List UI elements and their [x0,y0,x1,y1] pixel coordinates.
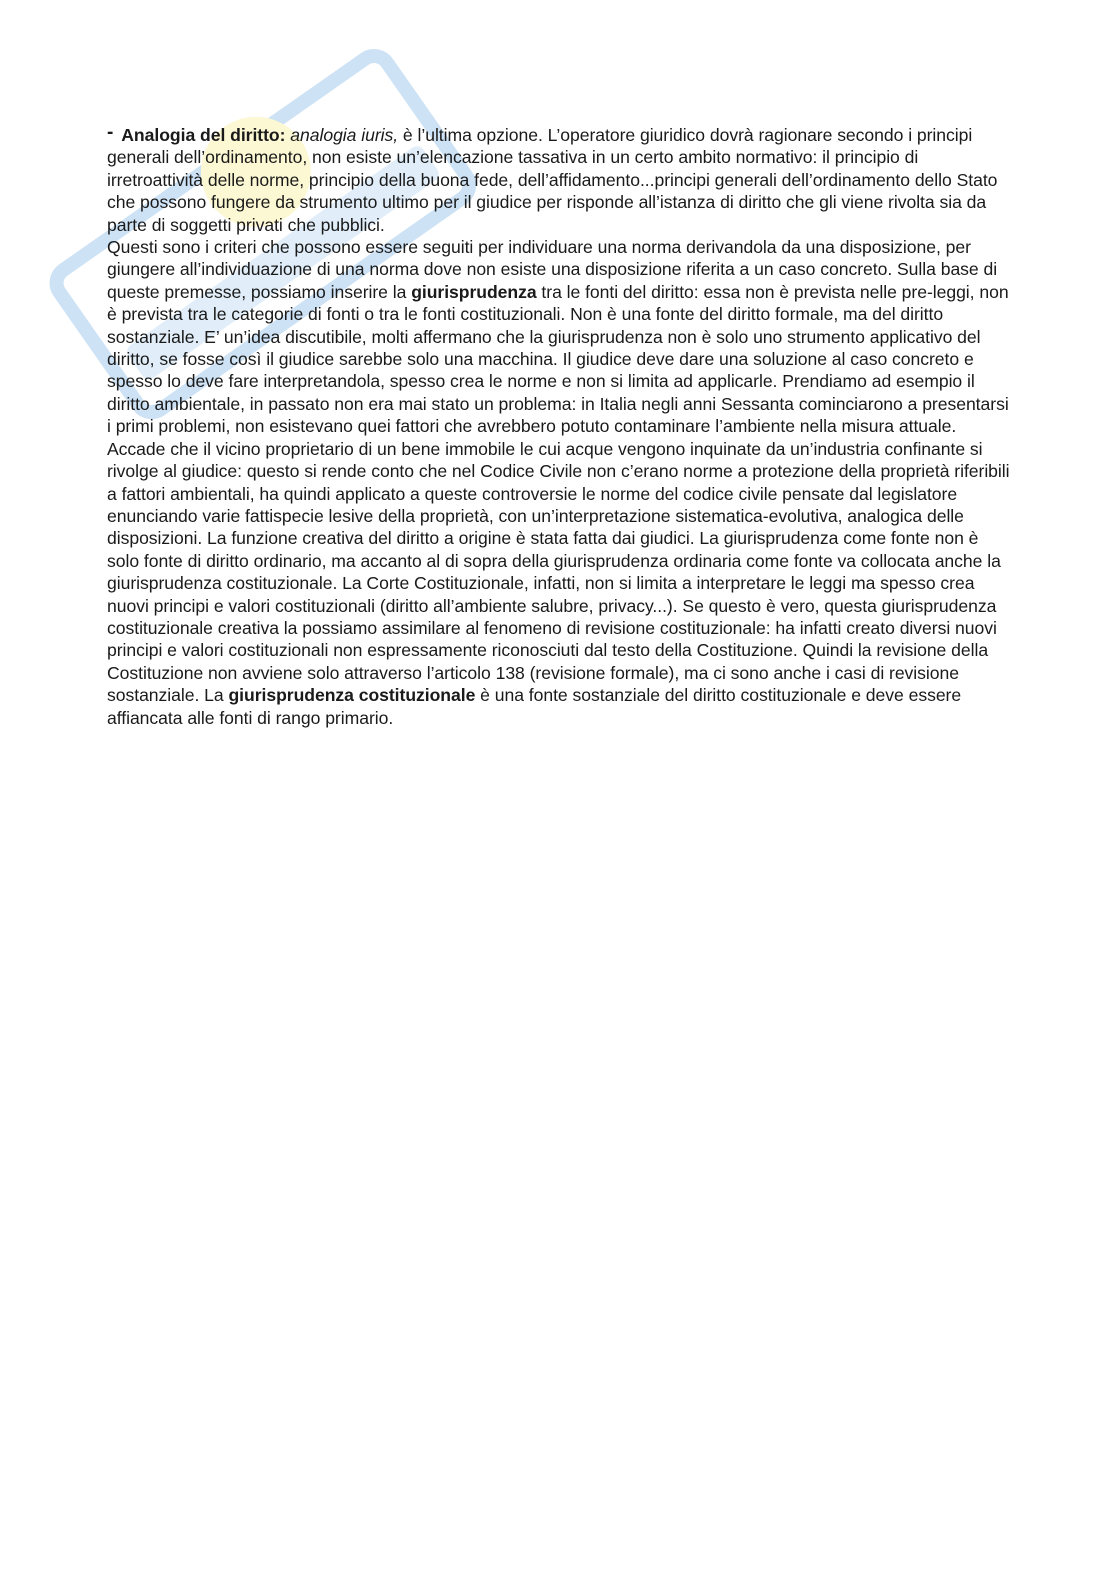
paragraph-text: è una fonte sostanziale del diritto costituzionale e deve essere affiancata alle fonti di rango primario. [107,685,962,728]
document-body [107,122,1012,729]
paragraph-analogia [107,122,1012,236]
paragraph-text: tra le fonti del diritto: essa non è prevista nelle pre-leggi, non è prevista tra le categorie di fonti o tra le fonti costituzionali. Non è una fonte del diritto formale, ma del diritto sostanziale. E’ un’idea discutibile, molti affermano che la giurisprudenza non è solo uno strumento applicativo del diritto, se fosse così il giudice sarebbe solo una macchina. Il giudice deve dare una soluzione al caso concreto e spesso lo deve fare interpretandola, spesso crea le norme e non si limita ad applicarle. Prendiamo ad esempio il diritto ambientale, in passato non era mai stato un problema: in Italia negli anni Sessanta cominciarono a presentarsi i primi problemi, non esistevano quei fattori che avrebbero potuto contaminare l’ambiente nella misura attuale. Accade che il vicino proprietario di un bene immobile le cui acque vengono inquinate da un’industria confinante si rivolge al giudice: questo si rende conto che nel Codice Civile non c’erano norme a protezione della proprietà riferibili a fattori ambientali, ha quindi applicato a queste controversie le norme del codice civile pensate dal legislatore enunciando varie fattispecie lesive della proprietà, con un’interpretazione sistematica-evolutiva, analogica delle disposizioni. La funzione creativa del diritto a origine è stata fatta dai giudici. La giurisprudenza come fonte non è solo fonte di diritto ordinario, ma accanto al di sopra della giurisprudenza ordinaria come fonte va collocata anche la giurisprudenza costituzionale. La Corte Costituzionale, infatti, non si limita a interpretare le leggi ma spesso crea nuovi principi e valori costituzionali (diritto all’ambiente salubre, privacy...). Se questo è vero, questa giurisprudenza costituzionale creativa la possiamo assimilare al fenomeno di revisione costituzionale: ha infatti creato diversi nuovi principi e valori costituzionali non espressamente riconosciuti dal testo della Costituzione. Quindi la revisione della Costituzione non avviene solo attraverso l’articolo 138 (revisione formale), ma ci sono anche i casi di revisione sostanziale. La [107,281,1010,706]
list-dash: - [107,122,114,143]
paragraph-giurisprudenza [107,236,1012,729]
paragraph-text: è l’ultima opzione. L’operatore giuridico dovrà ragionare secondo i principi generali dell’ordinamento, non esiste un’elencazione tassativa in un certo ambito normativo: il principio di irretroattività delle norme, principio della buona fede, dell’affidamento...principi generali dell’ordinamento dello Stato che possono fungere da strumento ultimo per il giudice per risponde all’istanza di diritto che gli viene rivolta sia da parte di soggetti privati che pubblici. [107,125,998,235]
term-heading: Analogia del diritto: [121,125,286,145]
bold-term: giurisprudenza [411,281,537,302]
italic-term: analogia iuris, [290,125,399,145]
bold-term: giurisprudenza costituzionale [228,685,476,706]
paragraph-text: Questi sono i criteri che possono essere seguiti per individuare una norma derivandola da una disposizione, per giungere all’individuazione di una norma dove non esiste una disposizione riferita a un caso concreto. Sulla base di queste premesse, possiamo inserire la [107,237,998,302]
